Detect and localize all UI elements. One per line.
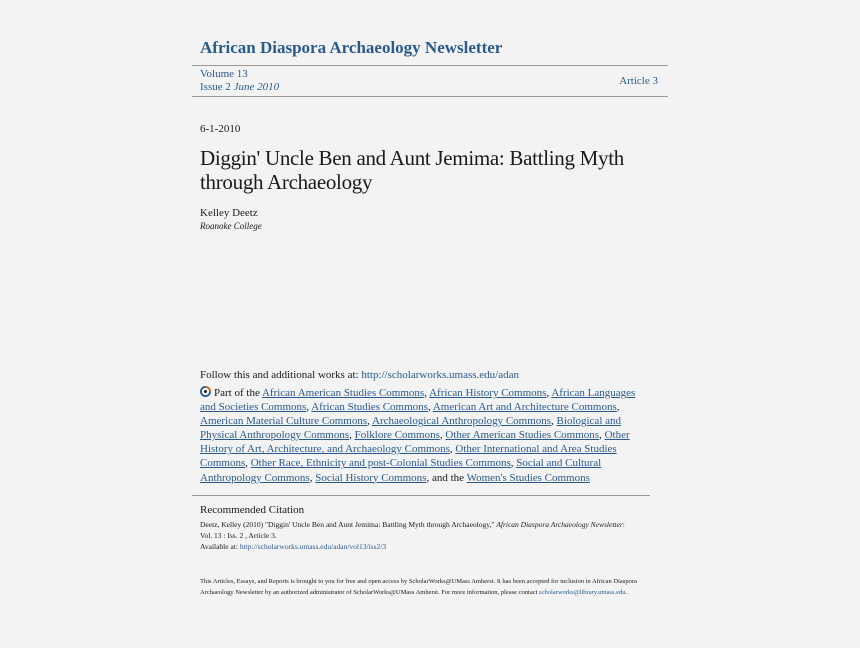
commons-separator: , (349, 429, 355, 442)
publication-date: 6-1-2010 (200, 123, 241, 135)
commons-link[interactable]: Other Race, Ethnicity and post-Colonial Studies Commons (250, 457, 511, 470)
follow-link[interactable]: http://scholarworks.umass.edu/adan (361, 369, 519, 381)
commons-separator: , (551, 415, 557, 428)
commons-separator: , (367, 415, 373, 428)
commons-separator: , and the (426, 471, 467, 484)
article-number[interactable]: Article 3 (619, 75, 658, 87)
commons-separator: , (309, 471, 316, 484)
contact-email-link[interactable]: scholarworks@library.umass.edu (539, 588, 626, 596)
recommended-citation-heading: Recommended Citation (200, 504, 305, 516)
footer-end: . (625, 588, 628, 596)
commons-link[interactable]: Archaeological Anthropology Commons (372, 415, 552, 428)
commons-separator: , (449, 443, 456, 456)
commons-separator: , (510, 457, 517, 470)
citation-body: Deetz, Kelley (2010) "Diggin' Uncle Ben and Aunt Jemima: Battling Myth through Archaeology," (200, 520, 497, 529)
follow-line (200, 369, 519, 381)
commons-separator: , (599, 429, 605, 442)
author-affiliation: Roanoke College (200, 221, 262, 231)
commons-link[interactable]: African American Studies Commons (261, 387, 425, 399)
commons-link[interactable]: Biological and Physical Anthropology Commons (200, 415, 622, 442)
header-rule-top (192, 65, 668, 66)
volume-issue[interactable] (200, 68, 279, 94)
available-label: Available at: (200, 542, 240, 551)
open-access-icon (200, 386, 211, 397)
commons-separator: , (427, 401, 433, 414)
commons-separator: , (424, 387, 430, 399)
commons-link[interactable]: African History Commons (429, 387, 547, 399)
commons-link[interactable]: American Material Culture Commons (200, 415, 368, 428)
part-of-label: Part of the (214, 387, 262, 399)
commons-link[interactable]: Folklore Commons (354, 429, 440, 442)
part-of-commons (200, 386, 640, 485)
commons-link[interactable]: Other International and Area Studies Commons (200, 443, 617, 470)
commons-link[interactable]: Social and Cultural Anthropology Commons (200, 457, 602, 484)
citation-journal: African Diaspora Archaeology Newsletter (496, 520, 623, 529)
issue-date[interactable]: June 2010 (233, 81, 280, 93)
journal-title[interactable]: African Diaspora Archaeology Newsletter (200, 38, 503, 57)
commons-separator: , (245, 457, 251, 470)
commons-link[interactable]: American Art and Architecture Commons (432, 401, 617, 414)
author-name: Kelley Deetz (200, 207, 258, 219)
footer-text: This Articles, Essays, and Reports is brought to you for free and open access by ScholarWorks@UMass Amherst. It has been accepted for inclusion in African Diaspora Archaeology Newsletter by an authorized administrator of ScholarWorks@UMass Amherst. For more information, please contact (200, 578, 637, 596)
commons-separator: , (439, 429, 446, 442)
citation-rule (192, 495, 650, 496)
volume-label[interactable]: Volume 13 (200, 68, 248, 80)
commons-link[interactable]: Other History of Art, Architecture, and Archaeology Commons (200, 429, 630, 456)
issue-number[interactable]: Issue 2 (200, 81, 231, 93)
commons-separator: , (306, 401, 312, 414)
commons-link[interactable]: African Studies Commons (311, 401, 428, 414)
commons-link[interactable]: Women's Studies Commons (466, 471, 590, 484)
header-rule-bottom (192, 96, 668, 97)
article-title: Diggin' Uncle Ben and Aunt Jemima: Battling Myth through Archaeology (200, 146, 624, 194)
commons-separator: , (546, 387, 552, 399)
citation-details: : Vol. 13 : Iss. 2 , Article 3. (200, 520, 625, 540)
footer-notice (200, 577, 650, 598)
commons-separator: , (616, 401, 620, 414)
commons-link[interactable]: African Languages and Societies Commons (200, 387, 636, 414)
citation-text (200, 519, 630, 552)
commons-link[interactable]: Other American Studies Commons (445, 429, 600, 442)
commons-link[interactable]: Social History Commons (315, 471, 427, 484)
available-link[interactable]: http://scholarworks.umass.edu/adan/vol13/iss2/3 (239, 542, 387, 551)
follow-label: Follow this and additional works at: (200, 369, 362, 381)
issue-label[interactable] (200, 81, 279, 94)
commons-list (200, 387, 635, 484)
